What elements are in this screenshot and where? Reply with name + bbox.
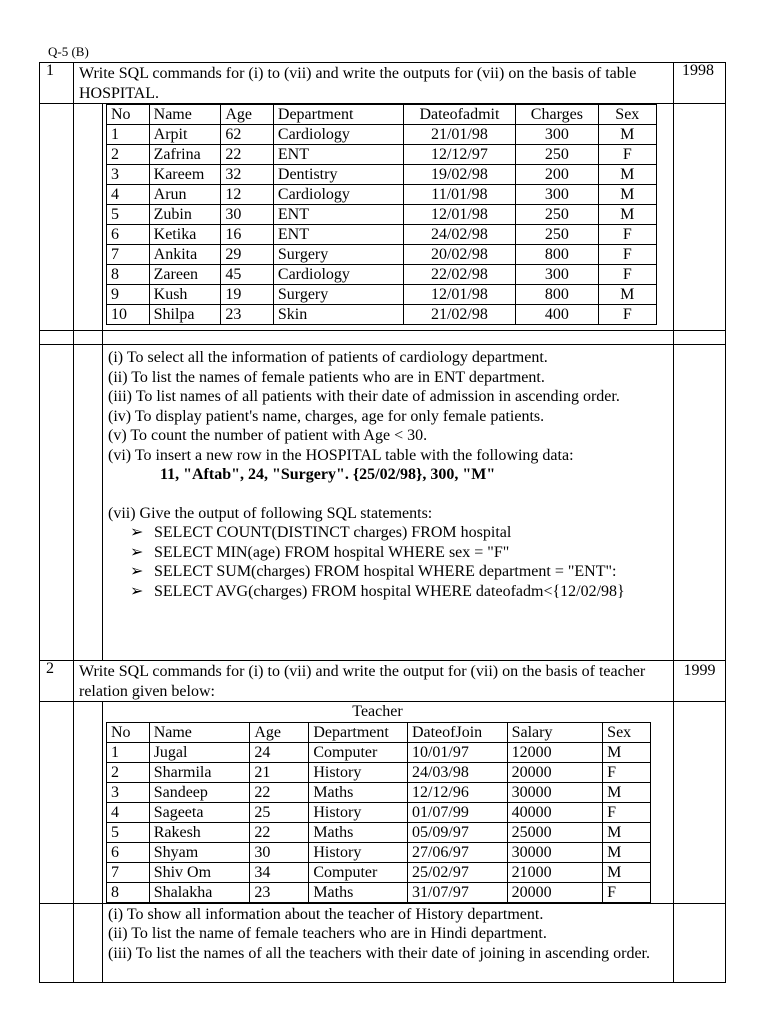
- column-header: DateofJoin: [407, 722, 507, 742]
- table-row: [107, 305, 657, 325]
- table-cell: Cardiology: [273, 125, 403, 145]
- teacher-tasks: [108, 905, 669, 964]
- table-cell: M: [598, 165, 656, 185]
- table-cell: 4: [107, 802, 150, 822]
- table-cell: Rakesh: [149, 822, 250, 842]
- table-cell: 800: [516, 245, 598, 265]
- teacher-table: [106, 722, 651, 903]
- table-cell: M: [603, 862, 651, 882]
- table-cell: M: [603, 742, 651, 762]
- task-item: (iii) To list the names of all the teachers with their date of joining in ascending order.: [108, 944, 650, 962]
- question-table: [39, 62, 726, 983]
- table-cell: Arun: [149, 185, 221, 205]
- table-cell: Shiv Om: [149, 862, 250, 882]
- column-header: Name: [149, 105, 221, 125]
- table-cell: 200: [516, 165, 598, 185]
- table-cell: 12/12/97: [403, 145, 515, 165]
- table-cell: 22: [250, 822, 309, 842]
- table-cell: Sandeep: [149, 782, 250, 802]
- table-cell: 10: [107, 305, 150, 325]
- table-cell: Sharmila: [149, 762, 250, 782]
- table-cell: Skin: [273, 305, 403, 325]
- table-row: [107, 265, 657, 285]
- hospital-tasks: [108, 348, 669, 465]
- table-cell: 19: [221, 285, 274, 305]
- table-cell: ENT: [273, 225, 403, 245]
- arrow-bullet-icon: ➢: [130, 543, 144, 561]
- table-row: [107, 225, 657, 245]
- table-row: [107, 782, 651, 802]
- table-cell: M: [603, 782, 651, 802]
- column-header: Charges: [516, 105, 598, 125]
- table-cell: 22: [221, 145, 274, 165]
- table-cell: 3: [107, 782, 150, 802]
- table-cell: 30000: [507, 782, 603, 802]
- table-cell: M: [598, 285, 656, 305]
- arrow-bullet-icon: ➢: [130, 524, 144, 541]
- table-cell: 250: [516, 225, 598, 245]
- table-cell: M: [603, 822, 651, 842]
- table-cell: 400: [516, 305, 598, 325]
- table-cell: F: [603, 802, 651, 822]
- table-cell: 24/02/98: [403, 225, 515, 245]
- table-cell: 29: [221, 245, 274, 265]
- table-cell: 2: [107, 145, 150, 165]
- table-cell: 7: [107, 862, 150, 882]
- table-cell: Jugal: [149, 742, 250, 762]
- column-header: Salary: [507, 722, 603, 742]
- sql-statement: [130, 543, 669, 563]
- table-cell: 40000: [507, 802, 603, 822]
- table-cell: 32: [221, 165, 274, 185]
- insert-data-line: 11, "Aftab", 24, "Surgery". {25/02/98}, 300, "M": [160, 466, 496, 483]
- table-cell: 20/02/98: [403, 245, 515, 265]
- table-cell: 10/01/97: [407, 742, 507, 762]
- table-row: [107, 185, 657, 205]
- table-cell: 30: [221, 205, 274, 225]
- table-cell: 12/01/98: [403, 205, 515, 225]
- table-cell: 21000: [507, 862, 603, 882]
- table-cell: F: [598, 145, 656, 165]
- question-1-prompt: Write SQL commands for (i) to (vii) and write the outputs for (vii) on the basis of table HOSPITAL.: [74, 63, 674, 104]
- table-cell: 34: [250, 862, 309, 882]
- sql-statement-list: [108, 523, 669, 601]
- table-cell: Arpit: [149, 125, 221, 145]
- sql-statement-text: SELECT MIN(age) FROM hospital WHERE sex = "F": [154, 543, 510, 561]
- table-cell: 30000: [507, 842, 603, 862]
- table-row: [107, 862, 651, 882]
- table-cell: 6: [107, 842, 150, 862]
- table-cell: 12: [221, 185, 274, 205]
- table-row: [107, 285, 657, 305]
- table-cell: 05/09/97: [407, 822, 507, 842]
- vii-intro: (vii) Give the output of following SQL statements:: [108, 504, 433, 522]
- column-header: Name: [149, 722, 250, 742]
- table-cell: F: [603, 762, 651, 782]
- table-cell: ENT: [273, 205, 403, 225]
- table-cell: Cardiology: [273, 185, 403, 205]
- table-cell: Maths: [309, 822, 408, 842]
- table-cell: History: [309, 842, 408, 862]
- table-cell: 8: [107, 265, 150, 285]
- table-cell: 1: [107, 742, 150, 762]
- column-header: Dateofadmit: [403, 105, 515, 125]
- table-cell: Computer: [309, 862, 408, 882]
- column-header: No: [107, 722, 150, 742]
- table-cell: 22/02/98: [403, 265, 515, 285]
- column-header: Sex: [603, 722, 651, 742]
- table-cell: 21/01/98: [403, 125, 515, 145]
- table-cell: 24: [250, 742, 309, 762]
- table-cell: 22: [250, 782, 309, 802]
- table-row: [107, 145, 657, 165]
- question-label: Q-5 (B): [48, 44, 89, 59]
- table-cell: 25: [250, 802, 309, 822]
- table-cell: History: [309, 802, 408, 822]
- sql-statement: [130, 523, 669, 543]
- table-cell: 12/12/96: [407, 782, 507, 802]
- table-cell: History: [309, 762, 408, 782]
- table-cell: 12000: [507, 742, 603, 762]
- sql-statement-text: SELECT COUNT(DISTINCT charges) FROM hospital: [154, 524, 512, 541]
- question-1-year: 1998: [674, 63, 726, 104]
- table-cell: 250: [516, 145, 598, 165]
- table-cell: F: [603, 882, 651, 902]
- table-cell: Kareem: [149, 165, 221, 185]
- table-cell: 19/02/98: [403, 165, 515, 185]
- table-cell: 12/01/98: [403, 285, 515, 305]
- table-row: [107, 205, 657, 225]
- table-cell: M: [603, 842, 651, 862]
- table-cell: F: [598, 225, 656, 245]
- task-item: (i) To select all the information of patients of cardiology department.: [108, 349, 548, 366]
- column-header: Department: [309, 722, 408, 742]
- table-cell: 24/03/98: [407, 762, 507, 782]
- table-cell: 45: [221, 265, 274, 285]
- table-cell: 300: [516, 265, 598, 285]
- column-header: Age: [221, 105, 274, 125]
- table-row: [107, 245, 657, 265]
- table-row: [107, 742, 651, 762]
- table-cell: 8: [107, 882, 150, 902]
- table-cell: Shilpa: [149, 305, 221, 325]
- table-row: [107, 802, 651, 822]
- table-row: [107, 762, 651, 782]
- table-cell: 5: [107, 205, 150, 225]
- table-cell: F: [598, 245, 656, 265]
- table-cell: 62: [221, 125, 274, 145]
- table-cell: Zubin: [149, 205, 221, 225]
- table-cell: 21: [250, 762, 309, 782]
- table-cell: 250: [516, 205, 598, 225]
- task-item: (iii) To list names of all patients with their date of admission in ascending order.: [108, 388, 620, 405]
- table-cell: 300: [516, 185, 598, 205]
- task-item: (v) To count the number of patient with Age < 30.: [108, 427, 428, 444]
- sql-statement-text: SELECT AVG(charges) FROM hospital WHERE dateofadm<{12/02/98}: [154, 582, 625, 600]
- column-header: Sex: [598, 105, 656, 125]
- table-cell: 27/06/97: [407, 842, 507, 862]
- arrow-bullet-icon: ➢: [130, 563, 144, 580]
- table-cell: Cardiology: [273, 265, 403, 285]
- table-cell: 25000: [507, 822, 603, 842]
- table-cell: 800: [516, 285, 598, 305]
- table-cell: Surgery: [273, 245, 403, 265]
- table-cell: M: [598, 125, 656, 145]
- task-item: (ii) To list the names of female patients who are in ENT department.: [108, 368, 545, 386]
- sql-statement: [130, 582, 669, 602]
- table-cell: 300: [516, 125, 598, 145]
- table-row: [107, 165, 657, 185]
- table-cell: 6: [107, 225, 150, 245]
- teacher-caption: Teacher: [352, 703, 403, 720]
- table-cell: Sageeta: [149, 802, 250, 822]
- question-2-year: 1999: [674, 661, 726, 702]
- table-cell: 2: [107, 762, 150, 782]
- table-cell: ENT: [273, 145, 403, 165]
- table-cell: 01/07/99: [407, 802, 507, 822]
- table-row: [107, 125, 657, 145]
- table-cell: 23: [221, 305, 274, 325]
- table-cell: 31/07/97: [407, 882, 507, 902]
- table-cell: M: [598, 205, 656, 225]
- table-cell: 3: [107, 165, 150, 185]
- sql-statement-text: SELECT SUM(charges) FROM hospital WHERE department = "ENT":: [154, 563, 617, 580]
- table-cell: Shalakha: [149, 882, 250, 902]
- table-cell: 1: [107, 125, 150, 145]
- table-cell: Shyam: [149, 842, 250, 862]
- table-row: [107, 882, 651, 902]
- table-cell: Zareen: [149, 265, 221, 285]
- table-cell: Ankita: [149, 245, 221, 265]
- table-cell: M: [598, 185, 656, 205]
- table-row: [107, 842, 651, 862]
- question-number-2: 2: [40, 661, 74, 702]
- table-cell: F: [598, 265, 656, 285]
- table-cell: Surgery: [273, 285, 403, 305]
- question-number-1: 1: [40, 63, 74, 104]
- sql-statement: [130, 562, 669, 582]
- arrow-bullet-icon: ➢: [130, 582, 144, 600]
- table-cell: Computer: [309, 742, 408, 762]
- table-cell: Kush: [149, 285, 221, 305]
- column-header: No: [107, 105, 150, 125]
- task-item: (i) To show all information about the teacher of History department.: [108, 905, 544, 923]
- table-cell: Zafrina: [149, 145, 221, 165]
- task-item: (iv) To display patient's name, charges, age for only female patients.: [108, 407, 545, 425]
- table-cell: 20000: [507, 762, 603, 782]
- question-2-prompt: Write SQL commands for (i) to (vii) and write the output for (vii) on the basis of teacher relation given below:: [74, 661, 674, 702]
- hospital-table: [106, 104, 657, 325]
- table-cell: Dentistry: [273, 165, 403, 185]
- table-cell: 11/01/98: [403, 185, 515, 205]
- table-cell: 20000: [507, 882, 603, 902]
- table-cell: 5: [107, 822, 150, 842]
- table-cell: Maths: [309, 882, 408, 902]
- task-item: (ii) To list the name of female teachers who are in Hindi department.: [108, 925, 547, 942]
- task-item: (vi) To insert a new row in the HOSPITAL table with the following data:: [108, 446, 574, 464]
- table-cell: 16: [221, 225, 274, 245]
- table-row: [107, 822, 651, 842]
- table-cell: F: [598, 305, 656, 325]
- table-cell: Maths: [309, 782, 408, 802]
- table-cell: Ketika: [149, 225, 221, 245]
- table-cell: 30: [250, 842, 309, 862]
- table-cell: 25/02/97: [407, 862, 507, 882]
- table-cell: 9: [107, 285, 150, 305]
- table-cell: 23: [250, 882, 309, 902]
- table-cell: 7: [107, 245, 150, 265]
- table-cell: 4: [107, 185, 150, 205]
- column-header: Department: [273, 105, 403, 125]
- table-cell: 21/02/98: [403, 305, 515, 325]
- column-header: Age: [250, 722, 309, 742]
